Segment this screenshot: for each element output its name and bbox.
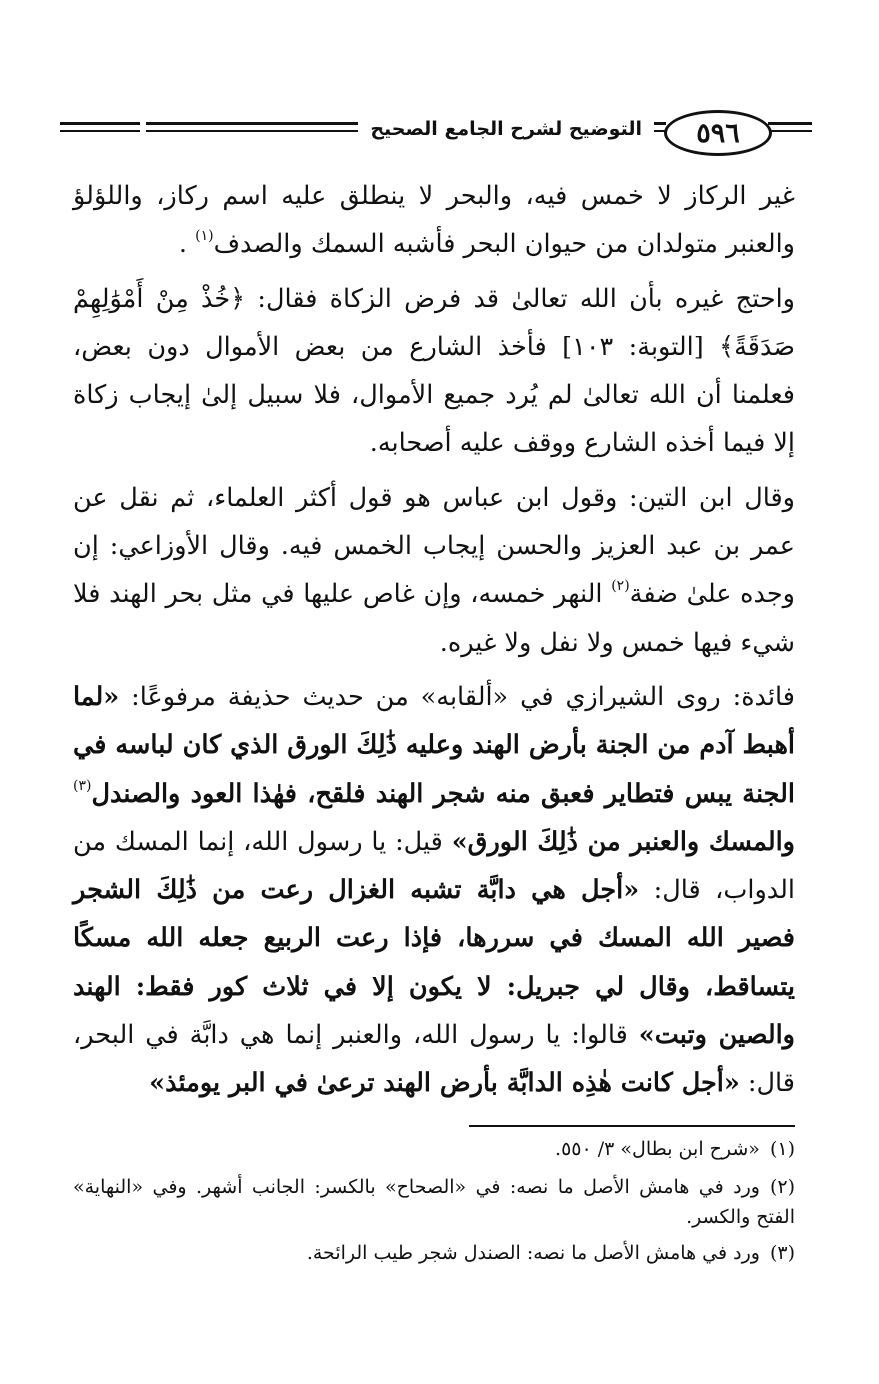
footnote-3 [73, 1238, 795, 1268]
footnote-ref-1[interactable]: (١) [195, 228, 214, 245]
page-header [60, 108, 812, 154]
footnote-ref-3[interactable]: (٣) [73, 777, 92, 794]
header-rule-left-upper [60, 122, 140, 125]
paragraph-4 [73, 673, 795, 1108]
hadith-text-c: «أجل هي دابَّة تشبه الغزال رعت من ذَٰلِكَ الشجر فصير الله المسك في سررها، فإذا رعت الربيع جعله الله مسكًا يتساقط، وقال لي جبريل: لا يكون إلا في ثلاث كور فقط: الهند والصين وتبت» [73, 875, 795, 1051]
header-rule-right-upper [768, 122, 812, 125]
footnote-3-text: ورد في هامش الأصل ما نصه: الصندل شجر طيب الرائحة. [306, 1242, 760, 1264]
paragraph-3-text-b: النهر خمسه، وإن غاص عليها في مثل بحر الهند فلا شيء فيها خمس ولا نفل ولا غيره. [73, 579, 795, 658]
footnote-1-number: (١) [769, 1138, 795, 1160]
hadith-text-b: والمسك والعنبر من ذَٰلِكَ الورق» [451, 826, 795, 857]
footnote-1 [73, 1134, 795, 1164]
main-text [73, 172, 795, 1108]
footnote-separator [469, 1125, 795, 1127]
paragraph-3 [73, 474, 795, 667]
footnotes [73, 1134, 795, 1276]
paragraph-1-text: غير الركاز لا خمس فيه، والبحر لا ينطلق عليه اسم ركاز، واللؤلؤ والعنبر متولدان من حيوان البحر فأشبه السمك والصدف [73, 181, 795, 260]
paragraph-4-lead: فائدة: روى الشيرازي في «ألقابه» من حديث حذيفة مرفوعًا: [119, 681, 795, 712]
paragraph-4-mid: قيل: يا رسول الله، إنما المسك من الدواب، قال: [73, 826, 795, 906]
footnote-ref-2[interactable]: (٢) [611, 578, 630, 595]
running-title: التوضيح لشرح الجامع الصحيح [358, 114, 654, 144]
paragraph-1 [73, 172, 795, 269]
paragraph-3-text-a: وقال ابن التين: وقول ابن عباس هو قول أكثر العلماء، ثم نقل عن عمر بن عبد العزيز والحسن إيجاب الخمس فيه. وقال الأوزاعي: إن وجده علىٰ ضفة [73, 482, 795, 610]
footnote-1-text: «شرح ابن بطال» ٣/ ٥٥٠. [555, 1138, 760, 1160]
hadith-text-d: «أجل كانت هٰذِه الدابَّة بأرض الهند ترعىٰ في البر يومئذ» [149, 1068, 740, 1099]
footnote-2-text: ورد في هامش الأصل ما نصه: في «الصحاح» بالكسر: الجانب أشهر. وفي «النهاية» الفتح والكسر. [73, 1176, 795, 1228]
paragraph-2-text: واحتج غيره بأن الله تعالىٰ قد فرض الزكاة فقال: ﴿خُذْ مِنْ أَمْوَٰلِهِمْ صَدَقَةً﴾ [التوبة: ١٠٣] فأخذ الشارع من بعض الأموال دون بعض، فعلمنا أن الله تعالىٰ لم يُرد جميع الأموال، فلا سبيل إلىٰ إيجاب زكاة إلا فيما أخذه الشارع ووقف عليه أصحابه. [73, 283, 795, 459]
paragraph-1-tail: . [178, 229, 196, 260]
page-number: ٥٩٦ [664, 110, 772, 156]
paragraph-2 [73, 275, 795, 468]
header-rule-right-lower [768, 130, 812, 132]
footnote-2 [73, 1172, 795, 1232]
paragraph-4-mid2: قالوا: يا رسول الله، والعنبر إنما هي دابَّة في البحر، قال: [73, 1020, 795, 1099]
footnote-2-number: (٢) [769, 1176, 795, 1198]
footnote-3-number: (٣) [769, 1242, 795, 1264]
hadith-text-a: «لما أهبط آدم من الجنة بأرض الهند وعليه ذَٰلِكَ الورق الذي كان لباسه في الجنة يبس فتطاير فعبق منه شجر الهند فلقح، فهٰذا العود والصندل [73, 681, 795, 809]
header-rule-left-lower [60, 130, 140, 132]
